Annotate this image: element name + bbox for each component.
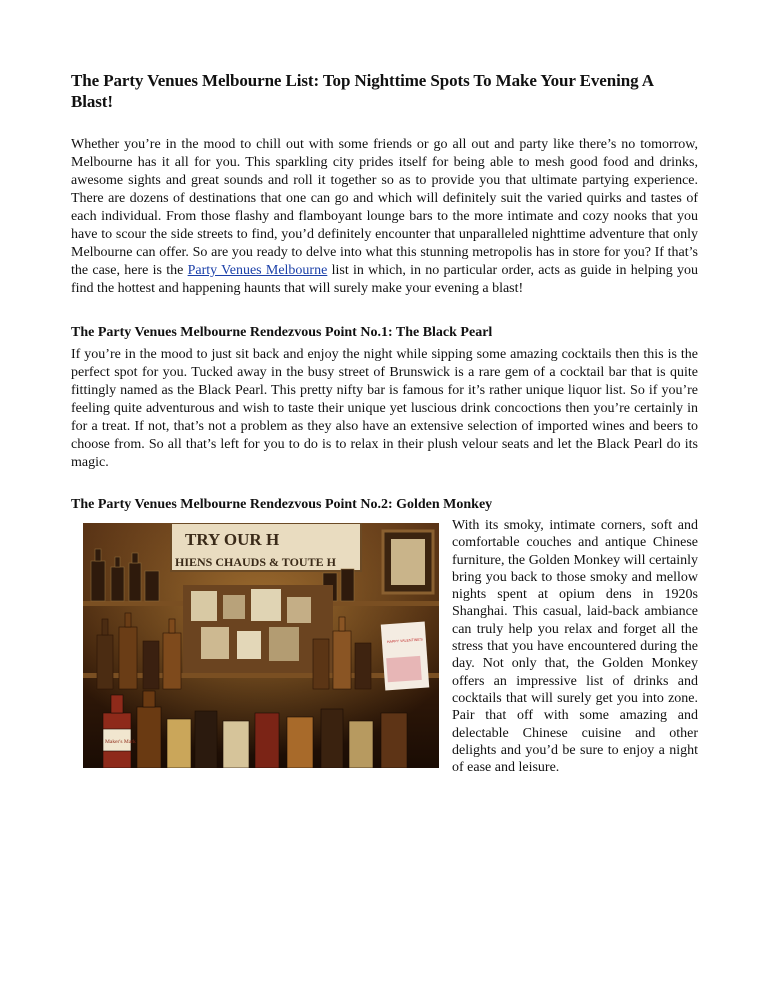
intro-paragraph [71,136,698,298]
card-text: HAPPY VALENTINE'S [386,637,423,644]
document-title: The Party Venues Melbourne List: Top Nighttime Spots To Make Your Evening A Blast! [71,71,653,111]
pinned-notes [183,585,333,673]
document-page [71,0,698,837]
sign-bottom-text: HIENS CHAUDS & TOUTE H [175,555,336,569]
section1-heading: The Party Venues Melbourne Rendezvous Point No.1: The Black Pearl [71,325,493,340]
bar-sign [171,523,361,571]
golden-monkey-bar-photo [83,523,439,768]
section1-paragraph: If you’re in the mood to just sit back and enjoy the night while sipping some amazing cocktails then this is the perfect spot for you. Tucked away in the busy street of Brunswick is a rare gem of a cocktail bar that is quite fittingly named as the Black Pearl. This pretty nifty bar is famous for it’s rather unique liquor list. So if you’re feeling quite adventurous and wish to taste their unique yet luscious drink concoctions then you’re certainly in for a treat. If not, that’s not a problem as they also have an extensive selection of imported wines and beers to choose from. So all that’s left for you to do is to relax in their plush velour seats and let the Black Pearl do its magic. [71,347,698,470]
sign-top-text: TRY OUR H [185,530,280,549]
section2-heading: The Party Venues Melbourne Rendezvous Point No.2: Golden Monkey [71,497,493,512]
intro-text-after-link: list in which, in no particular order, acts as guide in helping you find the hottest and happening haunts that will surely make your evening a blast! [71,263,698,296]
section2-paragraph: With its smoky, intimate corners, soft and comfortable couches and antique Chinese furniture, the Golden Monkey will certainly bring you back to those smoky and mellow nights spent at opium dens in 1920s Shanghai. This casual, laid-back ambiance can truly help you relax and forget all the stress that you have encountered during the day. Not only that, the Golden Monkey offers an impressive list of drinks and cocktails that will surely get you into zone. Pair that off with some amazing and delectable Chinese cuisine and other delights and you’d be sure to enjoy a night of ease and leisure. [452,518,698,776]
party-venues-melbourne-link[interactable]: Party Venues Melbourne [187,263,328,278]
intro-text-before-link: Whether you’re in the mood to chill out with some friends or go all out and party like there’s no tomorrow, Melbourne has it all for you. This sparkling city prides itself for being able to mesh good food and drinks, awesome sights and great sounds and roll it together so as to provide you that ultimate partying experience. There are dozens of destinations that one can go and which will definitely suit the varied quirks and tastes of each individual. From those flashy and flamboyant lounge bars to the more intimate and cozy nooks that you have to scour the side streets to find, you’d definitely encounter that unparalleled nighttime adventure that only Melbourne can offer. So are you ready to delve into what this stunning metropolis has in store for you? If that’s the case, here is the [71,137,698,278]
greeting-card [381,622,429,691]
section2-body [71,517,698,837]
bottle-label-text: Maker's Mark [105,739,136,745]
